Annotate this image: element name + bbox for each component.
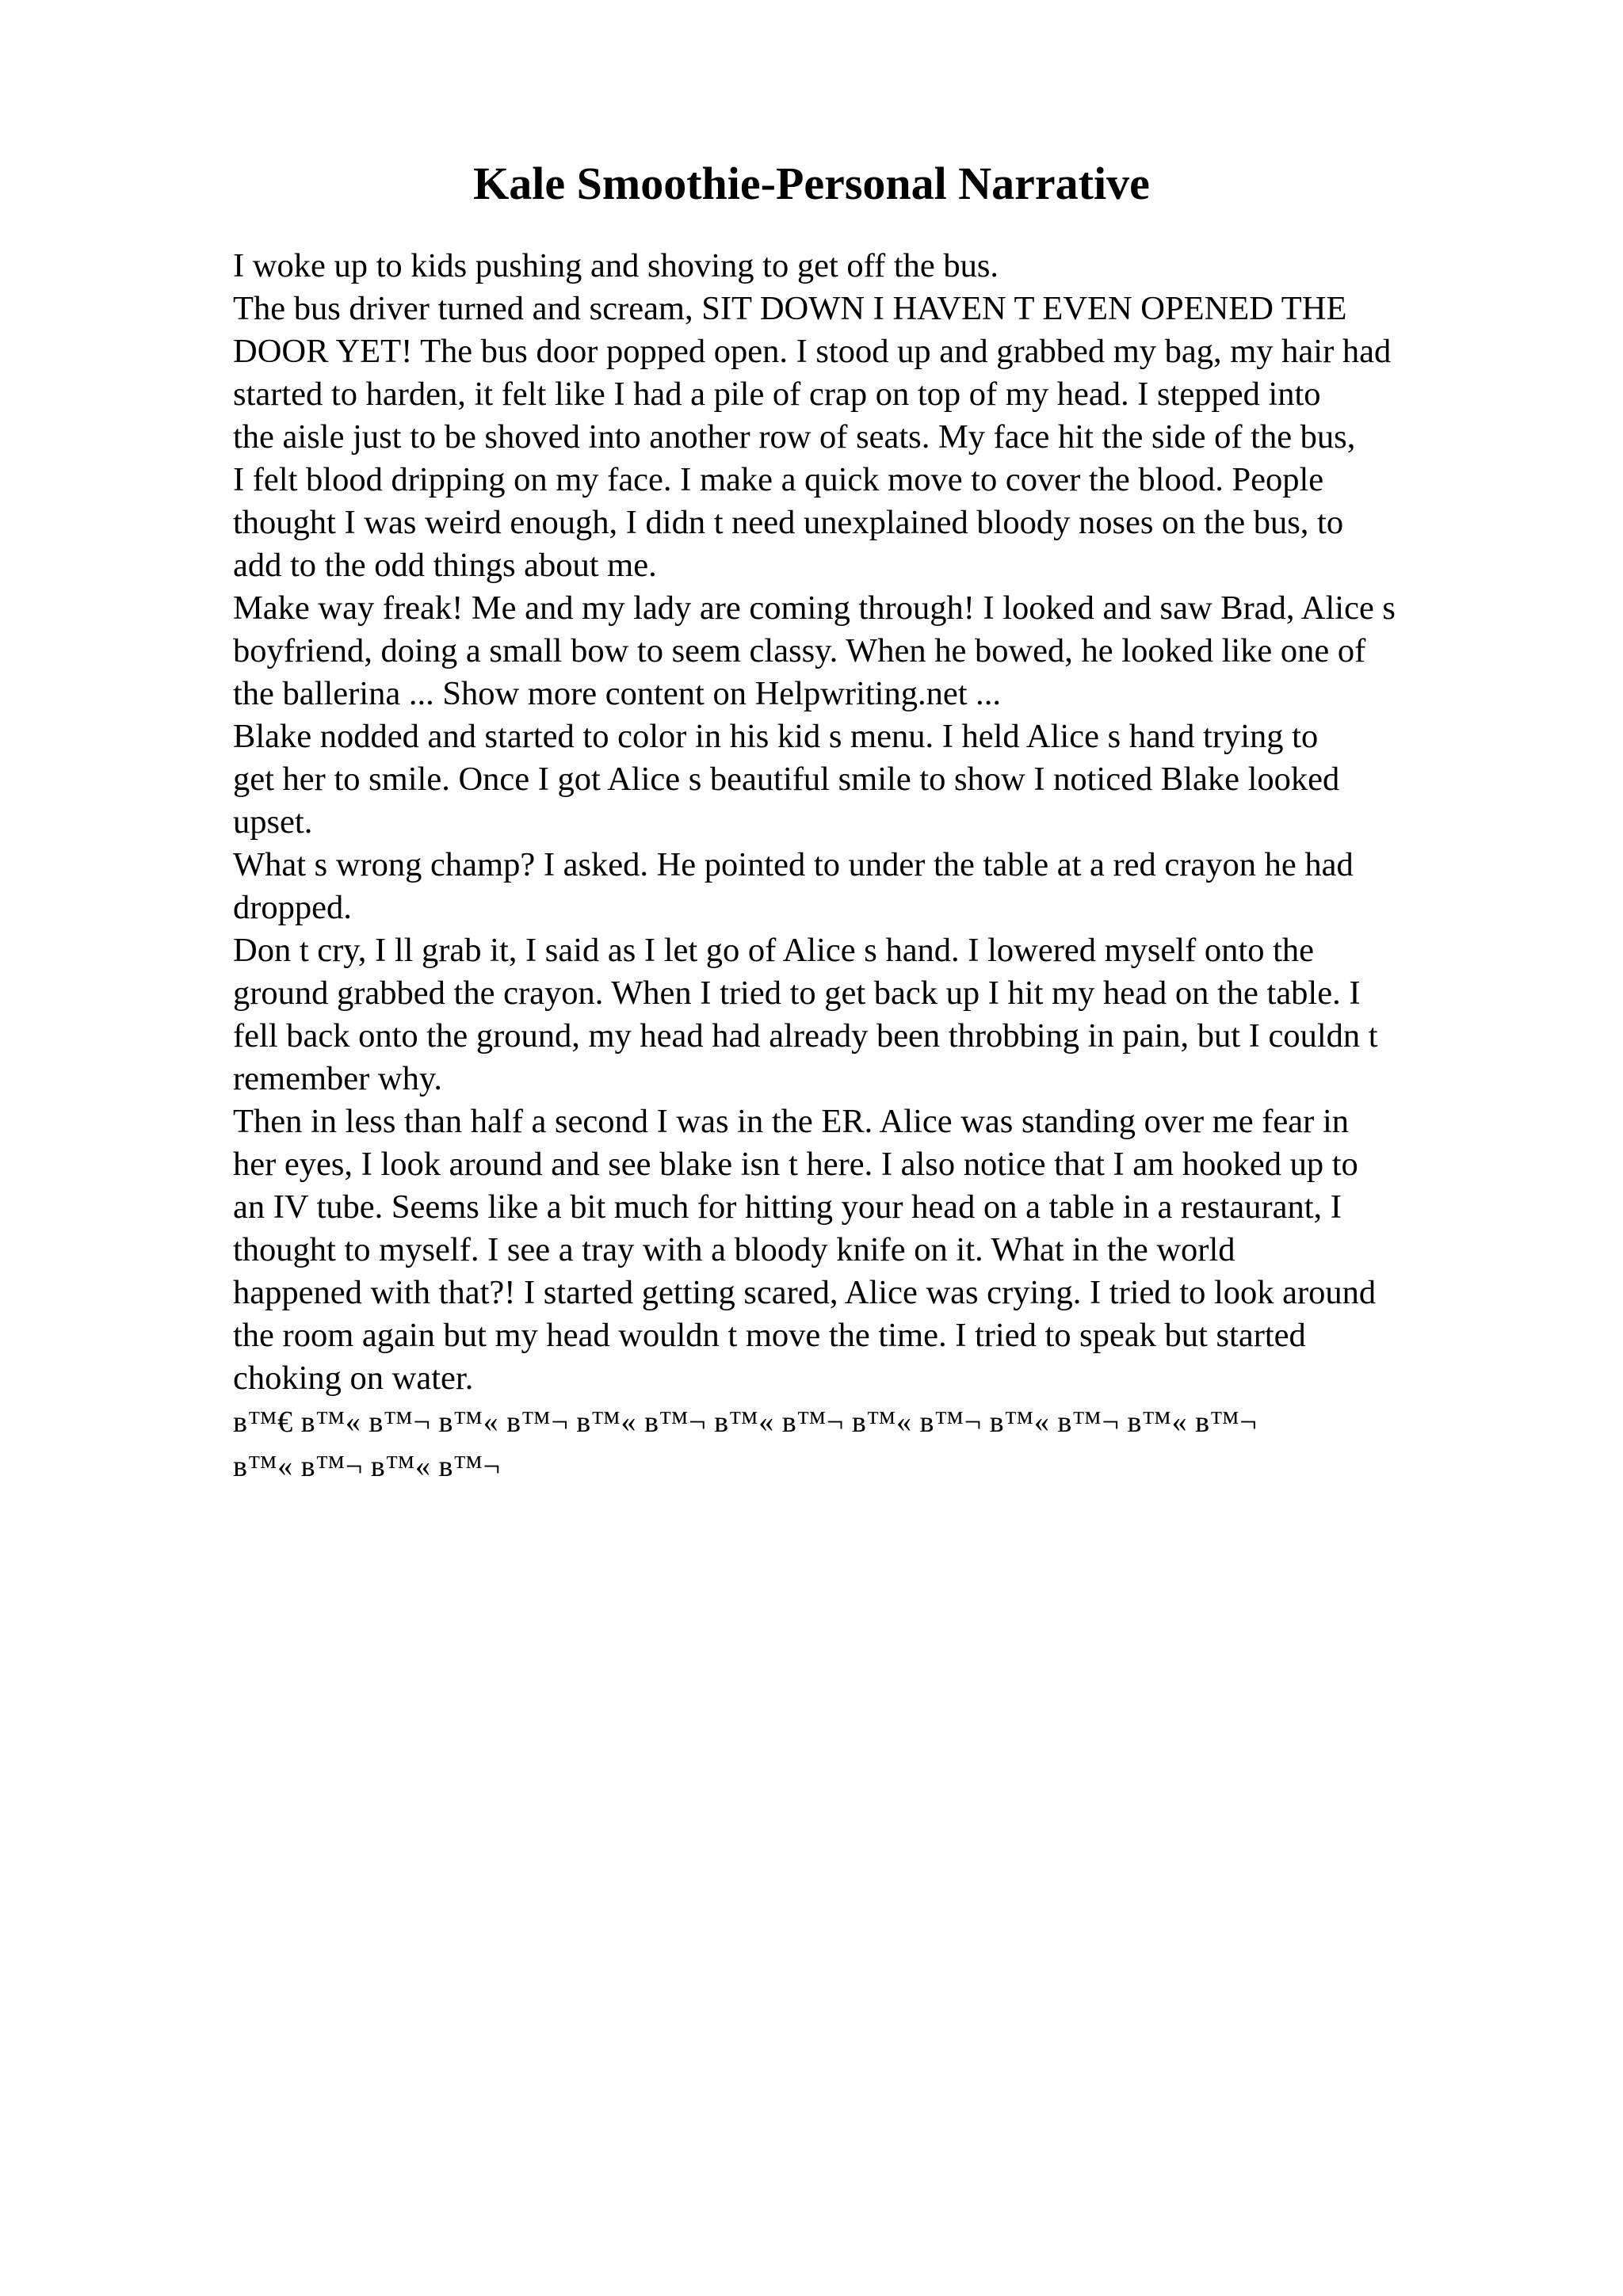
body-line: choking on water. — [233, 1360, 474, 1397]
body-line: started to harden, it felt like I had a pile of crap on top of my head. I stepped into — [233, 376, 1321, 413]
body-line: Blake nodded and started to color in his kid s menu. I held Alice s hand trying to — [233, 718, 1319, 755]
body-line: the ballerina ... Show more content on Helpwriting.net ... — [233, 675, 1002, 712]
body-line: The bus driver turned and scream, SIT DOWN I HAVEN T EVEN OPENED THE — [233, 290, 1347, 327]
garbled-symbols-line: в™« в™¬ в™« в™¬ — [233, 1450, 501, 1483]
body-line: thought to myself. I see a tray with a bloody knife on it. What in the world — [233, 1231, 1235, 1268]
body-line: boyfriend, doing a small bow to seem classy. When he bowed, he looked like one of — [233, 632, 1366, 669]
body-line: upset. — [233, 803, 313, 841]
body-line: get her to smile. Once I got Alice s beautiful smile to show I noticed Blake looked — [233, 761, 1340, 798]
body-line: an IV tube. Seems like a bit much for hitting your head on a table in a restaurant, I — [233, 1188, 1342, 1226]
garbled-symbols-line: в™€ в™« в™¬ в™« в™¬ в™« в™¬ в™« в™¬ в™« в™¬ в™« в™¬ в™« в™¬ — [233, 1405, 1258, 1439]
body-line: Then in less than half a second I was in the ER. Alice was standing over me fear in — [233, 1103, 1349, 1140]
body-line: ground grabbed the crayon. When I tried to get back up I hit my head on the table. I — [233, 974, 1361, 1012]
document-title: Kale Smoothie-Personal Narrative — [473, 158, 1150, 209]
body-line: I felt blood dripping on my face. I make a quick move to cover the blood. People — [233, 461, 1324, 498]
body-line: her eyes, I look around and see blake isn t here. I also notice that I am hooked up to — [233, 1146, 1358, 1183]
body-line: thought I was weird enough, I didn t need unexplained bloody noses on the bus, to — [233, 504, 1344, 541]
body-line: happened with that?! I started getting scared, Alice was crying. I tried to look around — [233, 1274, 1377, 1311]
body-line: Make way freak! Me and my lady are coming through! I looked and saw Brad, Alice s — [233, 589, 1396, 627]
body-line: dropped. — [233, 889, 352, 926]
body-line: fell back onto the ground, my head had already been throbbing in pain, but I couldn t — [233, 1017, 1378, 1055]
body-line: I woke up to kids pushing and shoving to get off the bus. — [233, 247, 999, 284]
body-line: DOOR YET! The bus door popped open. I stood up and grabbed my bag, my hair had — [233, 333, 1392, 370]
body-line: the room again but my head wouldn t move the time. I tried to speak but started — [233, 1317, 1306, 1354]
body-line: add to the odd things about me. — [233, 547, 657, 584]
body-line: What s wrong champ? I asked. He pointed to under the table at a red crayon he had — [233, 846, 1354, 883]
body-line: the aisle just to be shoved into another row of seats. My face hit the side of the bus, — [233, 418, 1356, 456]
body-line: Don t cry, I ll grab it, I said as I let go of Alice s hand. I lowered myself onto the — [233, 932, 1314, 969]
document-body — [233, 245, 1533, 1489]
body-line: remember why. — [233, 1060, 442, 1097]
